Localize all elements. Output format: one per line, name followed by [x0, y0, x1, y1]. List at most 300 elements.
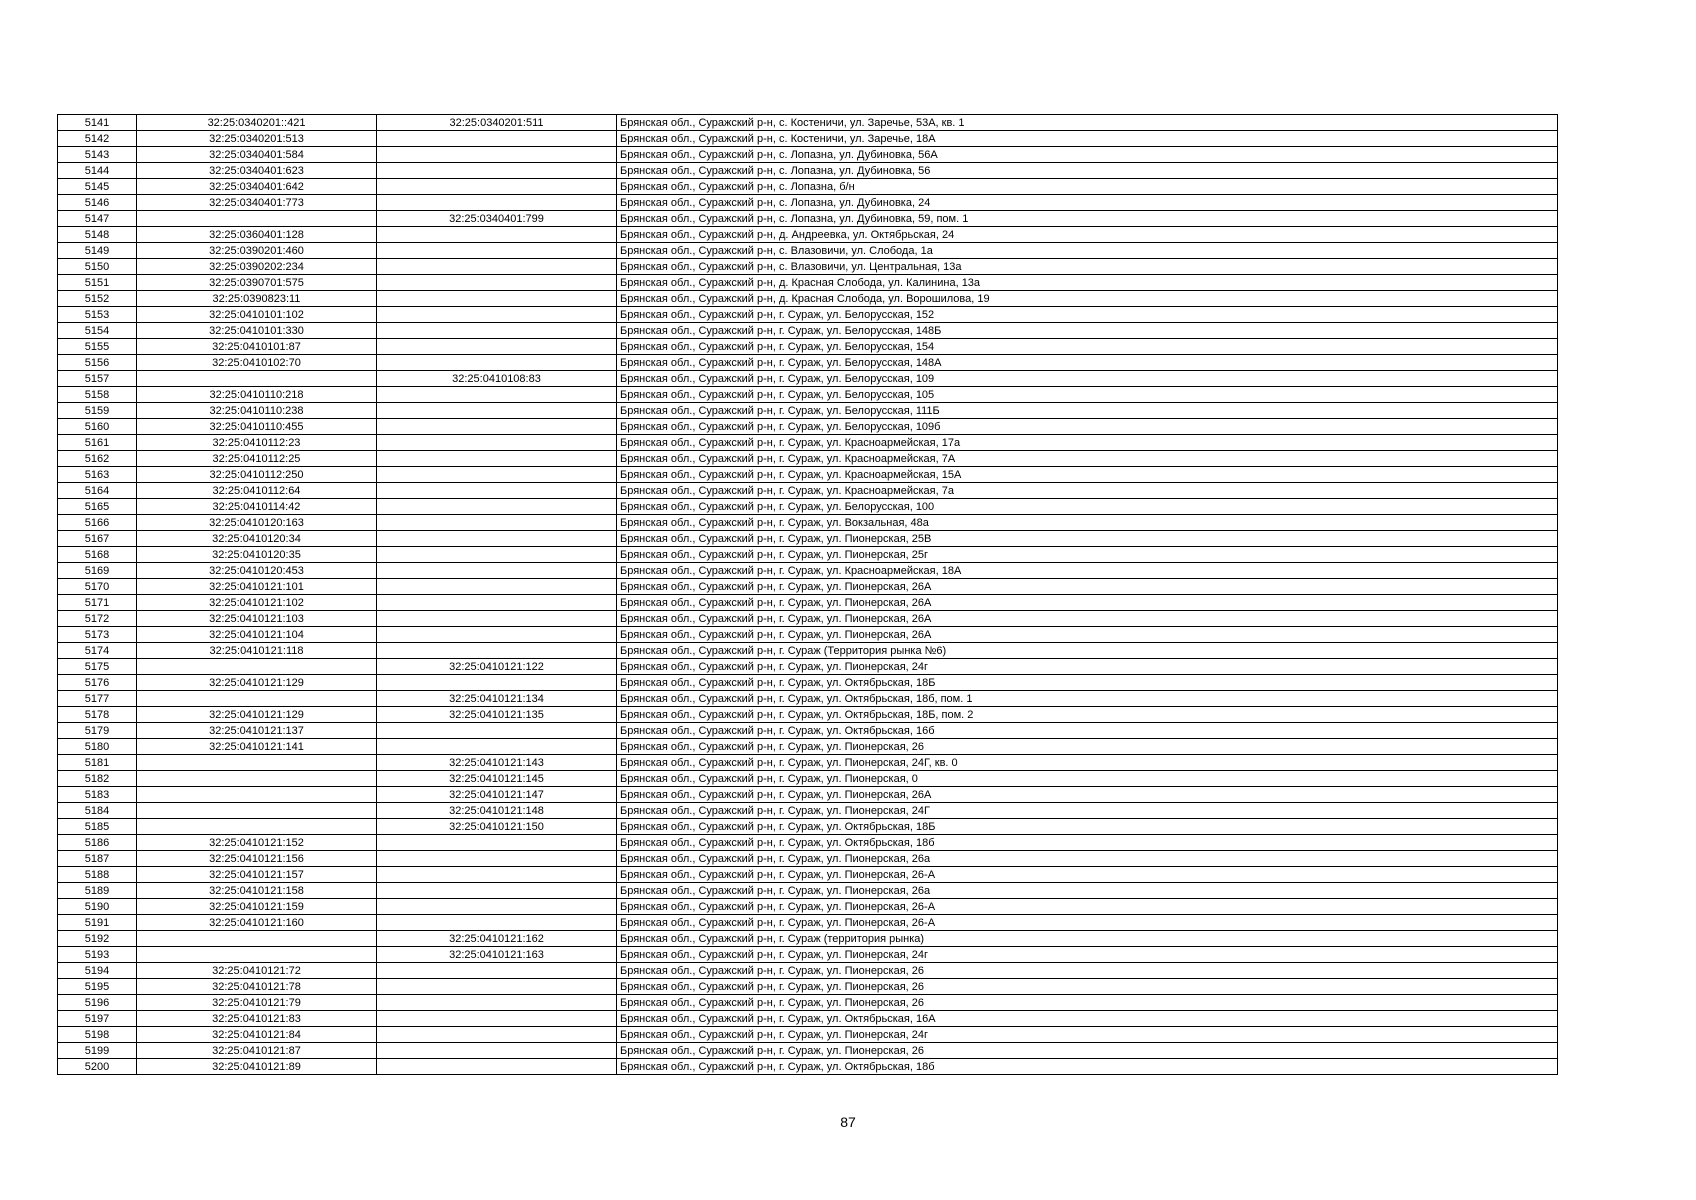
- cadastral-number-cell: 32:25:0410101:102: [137, 307, 377, 323]
- address-cell: Брянская обл., Суражский р-н, г. Сураж, ул. Пионерская, 26А: [617, 787, 1558, 803]
- cadastral-number-cell: 32:25:0410110:238: [137, 403, 377, 419]
- premises-cadastral-number-cell: [377, 531, 617, 547]
- table-row: [58, 1043, 1558, 1059]
- cadastral-number-cell: 32:25:0410121:129: [137, 707, 377, 723]
- premises-cadastral-number-cell: [377, 355, 617, 371]
- cadastral-number-cell: [137, 787, 377, 803]
- premises-cadastral-number-cell: [377, 1011, 617, 1027]
- row-number-cell: 5151: [58, 275, 137, 291]
- premises-cadastral-number-cell: [377, 1027, 617, 1043]
- table-row: [58, 291, 1558, 307]
- premises-cadastral-number-cell: [377, 1059, 617, 1075]
- row-number-cell: 5168: [58, 547, 137, 563]
- premises-cadastral-number-cell: 32:25:0410121:134: [377, 691, 617, 707]
- cadastral-number-cell: 32:25:0410114:42: [137, 499, 377, 515]
- row-number-cell: 5157: [58, 371, 137, 387]
- table-row: [58, 691, 1558, 707]
- cadastral-number-cell: [137, 819, 377, 835]
- table-row: [58, 883, 1558, 899]
- table-row: [58, 467, 1558, 483]
- table-row: [58, 147, 1558, 163]
- cadastral-number-cell: 32:25:0410121:152: [137, 835, 377, 851]
- premises-cadastral-number-cell: [377, 499, 617, 515]
- table-row: [58, 563, 1558, 579]
- premises-cadastral-number-cell: [377, 627, 617, 643]
- premises-cadastral-number-cell: [377, 963, 617, 979]
- row-number-cell: 5144: [58, 163, 137, 179]
- address-cell: Брянская обл., Суражский р-н, г. Сураж, ул. Пионерская, 26: [617, 995, 1558, 1011]
- cadastral-number-cell: 32:25:0410121:159: [137, 899, 377, 915]
- address-cell: Брянская обл., Суражский р-н, г. Сураж, ул. Пионерская, 26: [617, 963, 1558, 979]
- row-number-cell: 5187: [58, 851, 137, 867]
- premises-cadastral-number-cell: 32:25:0410121:135: [377, 707, 617, 723]
- table-row: [58, 755, 1558, 771]
- row-number-cell: 5147: [58, 211, 137, 227]
- row-number-cell: 5159: [58, 403, 137, 419]
- row-number-cell: 5189: [58, 883, 137, 899]
- address-cell: Брянская обл., Суражский р-н, с. Влазовичи, ул. Слобода, 1а: [617, 243, 1558, 259]
- cadastral-number-cell: 32:25:0410121:160: [137, 915, 377, 931]
- table-row: [58, 243, 1558, 259]
- table-row: [58, 979, 1558, 995]
- address-cell: Брянская обл., Суражский р-н, г. Сураж, ул. Пионерская, 26: [617, 1043, 1558, 1059]
- table-row: [58, 227, 1558, 243]
- premises-cadastral-number-cell: [377, 1043, 617, 1059]
- premises-cadastral-number-cell: 32:25:0410108:83: [377, 371, 617, 387]
- address-cell: Брянская обл., Суражский р-н, г. Сураж, ул. Пионерская, 25В: [617, 531, 1558, 547]
- address-cell: Брянская обл., Суражский р-н, г. Сураж, ул. Пионерская, 0: [617, 771, 1558, 787]
- row-number-cell: 5188: [58, 867, 137, 883]
- table-row: [58, 451, 1558, 467]
- table-row: [58, 739, 1558, 755]
- table-row: [58, 371, 1558, 387]
- address-cell: Брянская обл., Суражский р-н, г. Сураж, ул. Октябрьская, 18б, пом. 1: [617, 691, 1558, 707]
- table-row: [58, 723, 1558, 739]
- address-cell: Брянская обл., Суражский р-н, г. Сураж, ул. Пионерская, 24Г, кв. 0: [617, 755, 1558, 771]
- row-number-cell: 5143: [58, 147, 137, 163]
- row-number-cell: 5165: [58, 499, 137, 515]
- row-number-cell: 5166: [58, 515, 137, 531]
- row-number-cell: 5176: [58, 675, 137, 691]
- address-cell: Брянская обл., Суражский р-н, г. Сураж, ул. Пионерская, 26А: [617, 579, 1558, 595]
- row-number-cell: 5186: [58, 835, 137, 851]
- row-number-cell: 5141: [58, 115, 137, 131]
- cadastral-number-cell: 32:25:0410121:141: [137, 739, 377, 755]
- cadastral-number-cell: 32:25:0410121:89: [137, 1059, 377, 1075]
- row-number-cell: 5192: [58, 931, 137, 947]
- premises-cadastral-number-cell: [377, 675, 617, 691]
- address-cell: Брянская обл., Суражский р-н, д. Андреевка, ул. Октябрьская, 24: [617, 227, 1558, 243]
- premises-cadastral-number-cell: [377, 387, 617, 403]
- cadastral-number-cell: 32:25:0410121:118: [137, 643, 377, 659]
- premises-cadastral-number-cell: [377, 419, 617, 435]
- cadastral-number-cell: 32:25:0410121:87: [137, 1043, 377, 1059]
- premises-cadastral-number-cell: [377, 995, 617, 1011]
- premises-cadastral-number-cell: [377, 899, 617, 915]
- table-row: [58, 1011, 1558, 1027]
- address-cell: Брянская обл., Суражский р-н, с. Костеничи, ул. Заречье, 53А, кв. 1: [617, 115, 1558, 131]
- table-row: [58, 899, 1558, 915]
- premises-cadastral-number-cell: [377, 835, 617, 851]
- table-row: [58, 163, 1558, 179]
- cadastral-number-cell: 32:25:0410101:87: [137, 339, 377, 355]
- address-cell: Брянская обл., Суражский р-н, г. Сураж, ул. Октябрьская, 16б: [617, 723, 1558, 739]
- cadastral-number-cell: 32:25:0410121:158: [137, 883, 377, 899]
- table-row: [58, 995, 1558, 1011]
- premises-cadastral-number-cell: [377, 179, 617, 195]
- cadastral-number-cell: 32:25:0410102:70: [137, 355, 377, 371]
- table-row: [58, 547, 1558, 563]
- address-cell: Брянская обл., Суражский р-н, г. Сураж, ул. Пионерская, 26-А: [617, 899, 1558, 915]
- table-row: [58, 1059, 1558, 1075]
- premises-cadastral-number-cell: [377, 243, 617, 259]
- row-number-cell: 5155: [58, 339, 137, 355]
- table-row: [58, 483, 1558, 499]
- address-cell: Брянская обл., Суражский р-н, с. Влазовичи, ул. Центральная, 13а: [617, 259, 1558, 275]
- premises-cadastral-number-cell: [377, 467, 617, 483]
- row-number-cell: 5153: [58, 307, 137, 323]
- cadastral-number-cell: [137, 211, 377, 227]
- cadastral-number-cell: [137, 771, 377, 787]
- cadastral-number-cell: 32:25:0340401:773: [137, 195, 377, 211]
- table-row: [58, 803, 1558, 819]
- cadastral-number-cell: 32:25:0410121:103: [137, 611, 377, 627]
- cadastral-number-cell: 32:25:0390201:460: [137, 243, 377, 259]
- premises-cadastral-number-cell: [377, 403, 617, 419]
- row-number-cell: 5197: [58, 1011, 137, 1027]
- table-row: [58, 611, 1558, 627]
- cadastral-number-cell: [137, 931, 377, 947]
- premises-cadastral-number-cell: [377, 275, 617, 291]
- table-row: [58, 531, 1558, 547]
- premises-cadastral-number-cell: 32:25:0340201:511: [377, 115, 617, 131]
- table-row: [58, 579, 1558, 595]
- address-cell: Брянская обл., Суражский р-н, г. Сураж, ул. Пионерская, 25г: [617, 547, 1558, 563]
- cadastral-number-cell: 32:25:0410112:64: [137, 483, 377, 499]
- address-cell: Брянская обл., Суражский р-н, с. Лопазна, ул. Дубиновка, 56А: [617, 147, 1558, 163]
- row-number-cell: 5150: [58, 259, 137, 275]
- table-row: [58, 131, 1558, 147]
- row-number-cell: 5170: [58, 579, 137, 595]
- premises-cadastral-number-cell: 32:25:0410121:122: [377, 659, 617, 675]
- register-table: [57, 114, 1558, 1075]
- table-row: [58, 771, 1558, 787]
- premises-cadastral-number-cell: 32:25:0410121:147: [377, 787, 617, 803]
- cadastral-number-cell: 32:25:0410120:34: [137, 531, 377, 547]
- premises-cadastral-number-cell: [377, 547, 617, 563]
- cadastral-number-cell: 32:25:0390823:11: [137, 291, 377, 307]
- cadastral-number-cell: 32:25:0390202:234: [137, 259, 377, 275]
- address-cell: Брянская обл., Суражский р-н, г. Сураж, ул. Пионерская, 26-А: [617, 867, 1558, 883]
- table-row: [58, 275, 1558, 291]
- cadastral-number-cell: 32:25:0390701:575: [137, 275, 377, 291]
- address-cell: Брянская обл., Суражский р-н, с. Лопазна, ул. Дубиновка, 59, пом. 1: [617, 211, 1558, 227]
- premises-cadastral-number-cell: [377, 259, 617, 275]
- address-cell: Брянская обл., Суражский р-н, г. Сураж, ул. Белорусская, 154: [617, 339, 1558, 355]
- cadastral-number-cell: 32:25:0410112:23: [137, 435, 377, 451]
- cadastral-number-cell: 32:25:0410120:35: [137, 547, 377, 563]
- premises-cadastral-number-cell: 32:25:0410121:162: [377, 931, 617, 947]
- row-number-cell: 5177: [58, 691, 137, 707]
- premises-cadastral-number-cell: 32:25:0410121:145: [377, 771, 617, 787]
- premises-cadastral-number-cell: [377, 883, 617, 899]
- row-number-cell: 5195: [58, 979, 137, 995]
- table-row: [58, 323, 1558, 339]
- row-number-cell: 5148: [58, 227, 137, 243]
- address-cell: Брянская обл., Суражский р-н, г. Сураж, ул. Пионерская, 24г: [617, 659, 1558, 675]
- premises-cadastral-number-cell: 32:25:0340401:799: [377, 211, 617, 227]
- premises-cadastral-number-cell: [377, 435, 617, 451]
- cadastral-number-cell: 32:25:0410101:330: [137, 323, 377, 339]
- premises-cadastral-number-cell: [377, 323, 617, 339]
- row-number-cell: 5154: [58, 323, 137, 339]
- row-number-cell: 5146: [58, 195, 137, 211]
- address-cell: Брянская обл., Суражский р-н, г. Сураж, ул. Белорусская, 109: [617, 371, 1558, 387]
- cadastral-number-cell: [137, 659, 377, 675]
- table-row: [58, 419, 1558, 435]
- row-number-cell: 5185: [58, 819, 137, 835]
- premises-cadastral-number-cell: [377, 979, 617, 995]
- table-row: [58, 627, 1558, 643]
- address-cell: Брянская обл., Суражский р-н, с. Лопазна, ул. Дубиновка, 56: [617, 163, 1558, 179]
- row-number-cell: 5164: [58, 483, 137, 499]
- row-number-cell: 5152: [58, 291, 137, 307]
- row-number-cell: 5171: [58, 595, 137, 611]
- address-cell: Брянская обл., Суражский р-н, г. Сураж, ул. Белорусская, 148А: [617, 355, 1558, 371]
- premises-cadastral-number-cell: [377, 147, 617, 163]
- address-cell: Брянская обл., Суражский р-н, г. Сураж, ул. Белорусская, 148Б: [617, 323, 1558, 339]
- premises-cadastral-number-cell: [377, 515, 617, 531]
- row-number-cell: 5158: [58, 387, 137, 403]
- address-cell: Брянская обл., Суражский р-н, с. Костеничи, ул. Заречье, 18А: [617, 131, 1558, 147]
- table-row: [58, 915, 1558, 931]
- row-number-cell: 5173: [58, 627, 137, 643]
- register-table-body: [58, 115, 1558, 1075]
- row-number-cell: 5156: [58, 355, 137, 371]
- cadastral-number-cell: 32:25:0340401:584: [137, 147, 377, 163]
- table-row: [58, 339, 1558, 355]
- page-number: 87: [840, 1114, 856, 1130]
- row-number-cell: 5142: [58, 131, 137, 147]
- row-number-cell: 5193: [58, 947, 137, 963]
- address-cell: Брянская обл., Суражский р-н, г. Сураж, ул. Октябрьская, 18б: [617, 1059, 1558, 1075]
- row-number-cell: 5198: [58, 1027, 137, 1043]
- address-cell: Брянская обл., Суражский р-н, г. Сураж, ул. Красноармейская, 7А: [617, 451, 1558, 467]
- cadastral-number-cell: 32:25:0410121:79: [137, 995, 377, 1011]
- cadastral-number-cell: 32:25:0340201:513: [137, 131, 377, 147]
- row-number-cell: 5145: [58, 179, 137, 195]
- address-cell: Брянская обл., Суражский р-н, г. Сураж, ул. Пионерская, 24г: [617, 947, 1558, 963]
- row-number-cell: 5169: [58, 563, 137, 579]
- premises-cadastral-number-cell: 32:25:0410121:148: [377, 803, 617, 819]
- premises-cadastral-number-cell: [377, 611, 617, 627]
- table-row: [58, 1027, 1558, 1043]
- premises-cadastral-number-cell: [377, 131, 617, 147]
- row-number-cell: 5180: [58, 739, 137, 755]
- premises-cadastral-number-cell: [377, 739, 617, 755]
- address-cell: Брянская обл., Суражский р-н, г. Сураж (территория рынка): [617, 931, 1558, 947]
- row-number-cell: 5175: [58, 659, 137, 675]
- cadastral-number-cell: 32:25:0410110:218: [137, 387, 377, 403]
- premises-cadastral-number-cell: [377, 483, 617, 499]
- table-row: [58, 643, 1558, 659]
- address-cell: Брянская обл., Суражский р-н, г. Сураж, ул. Белорусская, 111Б: [617, 403, 1558, 419]
- row-number-cell: 5196: [58, 995, 137, 1011]
- cadastral-number-cell: [137, 691, 377, 707]
- premises-cadastral-number-cell: [377, 563, 617, 579]
- row-number-cell: 5174: [58, 643, 137, 659]
- table-row: [58, 675, 1558, 691]
- table-row: [58, 515, 1558, 531]
- table-row: [58, 307, 1558, 323]
- premises-cadastral-number-cell: [377, 163, 617, 179]
- address-cell: Брянская обл., Суражский р-н, г. Сураж, ул. Красноармейская, 7а: [617, 483, 1558, 499]
- cadastral-number-cell: 32:25:0410110:455: [137, 419, 377, 435]
- row-number-cell: 5181: [58, 755, 137, 771]
- address-cell: Брянская обл., Суражский р-н, г. Сураж, ул. Октябрьская, 18Б: [617, 819, 1558, 835]
- address-cell: Брянская обл., Суражский р-н, г. Сураж, ул. Белорусская, 152: [617, 307, 1558, 323]
- table-row: [58, 819, 1558, 835]
- cadastral-number-cell: [137, 755, 377, 771]
- address-cell: Брянская обл., Суражский р-н, г. Сураж, ул. Красноармейская, 17а: [617, 435, 1558, 451]
- address-cell: Брянская обл., Суражский р-н, г. Сураж, ул. Октябрьская, 18б: [617, 835, 1558, 851]
- address-cell: Брянская обл., Суражский р-н, г. Сураж, ул. Белорусская, 105: [617, 387, 1558, 403]
- row-number-cell: 5162: [58, 451, 137, 467]
- row-number-cell: 5190: [58, 899, 137, 915]
- premises-cadastral-number-cell: [377, 643, 617, 659]
- cadastral-number-cell: 32:25:0340401:642: [137, 179, 377, 195]
- cadastral-number-cell: [137, 947, 377, 963]
- row-number-cell: 5172: [58, 611, 137, 627]
- address-cell: Брянская обл., Суражский р-н, г. Сураж, ул. Пионерская, 26А: [617, 627, 1558, 643]
- row-number-cell: 5184: [58, 803, 137, 819]
- premises-cadastral-number-cell: [377, 723, 617, 739]
- table-row: [58, 211, 1558, 227]
- address-cell: Брянская обл., Суражский р-н, г. Сураж, ул. Пионерская, 24г: [617, 1027, 1558, 1043]
- cadastral-number-cell: 32:25:0410121:137: [137, 723, 377, 739]
- table-row: [58, 387, 1558, 403]
- premises-cadastral-number-cell: [377, 195, 617, 211]
- address-cell: Брянская обл., Суражский р-н, г. Сураж, ул. Пионерская, 26-А: [617, 915, 1558, 931]
- address-cell: Брянская обл., Суражский р-н, г. Сураж, ул. Октябрьская, 18Б, пом. 2: [617, 707, 1558, 723]
- table-row: [58, 259, 1558, 275]
- premises-cadastral-number-cell: [377, 307, 617, 323]
- cadastral-number-cell: 32:25:0410121:72: [137, 963, 377, 979]
- row-number-cell: 5163: [58, 467, 137, 483]
- premises-cadastral-number-cell: 32:25:0410121:150: [377, 819, 617, 835]
- premises-cadastral-number-cell: 32:25:0410121:143: [377, 755, 617, 771]
- address-cell: Брянская обл., Суражский р-н, г. Сураж, ул. Пионерская, 26А: [617, 595, 1558, 611]
- premises-cadastral-number-cell: [377, 451, 617, 467]
- table-row: [58, 851, 1558, 867]
- cadastral-number-cell: 32:25:0410121:102: [137, 595, 377, 611]
- premises-cadastral-number-cell: [377, 851, 617, 867]
- premises-cadastral-number-cell: [377, 291, 617, 307]
- premises-cadastral-number-cell: [377, 579, 617, 595]
- address-cell: Брянская обл., Суражский р-н, г. Сураж, ул. Пионерская, 26: [617, 979, 1558, 995]
- cadastral-number-cell: 32:25:0410121:157: [137, 867, 377, 883]
- row-number-cell: 5183: [58, 787, 137, 803]
- row-number-cell: 5182: [58, 771, 137, 787]
- table-row: [58, 595, 1558, 611]
- table-row: [58, 435, 1558, 451]
- row-number-cell: 5161: [58, 435, 137, 451]
- address-cell: Брянская обл., Суражский р-н, г. Сураж, ул. Белорусская, 100: [617, 499, 1558, 515]
- cadastral-number-cell: 32:25:0410121:78: [137, 979, 377, 995]
- cadastral-number-cell: 32:25:0410121:156: [137, 851, 377, 867]
- row-number-cell: 5149: [58, 243, 137, 259]
- address-cell: Брянская обл., Суражский р-н, г. Сураж, ул. Красноармейская, 15А: [617, 467, 1558, 483]
- table-row: [58, 707, 1558, 723]
- cadastral-number-cell: 32:25:0410121:104: [137, 627, 377, 643]
- premises-cadastral-number-cell: [377, 915, 617, 931]
- table-row: [58, 179, 1558, 195]
- address-cell: Брянская обл., Суражский р-н, с. Лопазна, б/н: [617, 179, 1558, 195]
- address-cell: Брянская обл., Суражский р-н, г. Сураж, ул. Вокзальная, 48а: [617, 515, 1558, 531]
- address-cell: Брянская обл., Суражский р-н, д. Красная Слобода, ул. Калинина, 13а: [617, 275, 1558, 291]
- address-cell: Брянская обл., Суражский р-н, с. Лопазна, ул. Дубиновка, 24: [617, 195, 1558, 211]
- cadastral-number-cell: 32:25:0410121:101: [137, 579, 377, 595]
- row-number-cell: 5191: [58, 915, 137, 931]
- premises-cadastral-number-cell: 32:25:0410121:163: [377, 947, 617, 963]
- cadastral-number-cell: 32:25:0410121:84: [137, 1027, 377, 1043]
- address-cell: Брянская обл., Суражский р-н, г. Сураж, ул. Белорусская, 109б: [617, 419, 1558, 435]
- address-cell: Брянская обл., Суражский р-н, г. Сураж, ул. Пионерская, 24Г: [617, 803, 1558, 819]
- table-row: [58, 195, 1558, 211]
- table-row: [58, 787, 1558, 803]
- address-cell: Брянская обл., Суражский р-н, г. Сураж, ул. Октябрьская, 18Б: [617, 675, 1558, 691]
- cadastral-number-cell: 32:25:0410120:453: [137, 563, 377, 579]
- address-cell: Брянская обл., Суражский р-н, г. Сураж, ул. Красноармейская, 18А: [617, 563, 1558, 579]
- row-number-cell: 5194: [58, 963, 137, 979]
- table-row: [58, 403, 1558, 419]
- premises-cadastral-number-cell: [377, 227, 617, 243]
- address-cell: Брянская обл., Суражский р-н, д. Красная Слобода, ул. Ворошилова, 19: [617, 291, 1558, 307]
- table-row: [58, 659, 1558, 675]
- table-row: [58, 931, 1558, 947]
- row-number-cell: 5200: [58, 1059, 137, 1075]
- table-row: [58, 499, 1558, 515]
- row-number-cell: 5160: [58, 419, 137, 435]
- cadastral-number-cell: 32:25:0340401:623: [137, 163, 377, 179]
- address-cell: Брянская обл., Суражский р-н, г. Сураж (Территория рынка №6): [617, 643, 1558, 659]
- premises-cadastral-number-cell: [377, 867, 617, 883]
- cadastral-number-cell: 32:25:0410120:163: [137, 515, 377, 531]
- cadastral-number-cell: [137, 371, 377, 387]
- address-cell: Брянская обл., Суражский р-н, г. Сураж, ул. Пионерская, 26а: [617, 883, 1558, 899]
- table-row: [58, 867, 1558, 883]
- premises-cadastral-number-cell: [377, 339, 617, 355]
- table-row: [58, 355, 1558, 371]
- row-number-cell: 5199: [58, 1043, 137, 1059]
- cadastral-number-cell: 32:25:0410121:83: [137, 1011, 377, 1027]
- table-row: [58, 835, 1558, 851]
- row-number-cell: 5178: [58, 707, 137, 723]
- cadastral-number-cell: 32:25:0410112:25: [137, 451, 377, 467]
- cadastral-number-cell: [137, 803, 377, 819]
- table-row: [58, 115, 1558, 131]
- cadastral-number-cell: 32:25:0360401:128: [137, 227, 377, 243]
- cadastral-number-cell: 32:25:0410112:250: [137, 467, 377, 483]
- address-cell: Брянская обл., Суражский р-н, г. Сураж, ул. Пионерская, 26: [617, 739, 1558, 755]
- premises-cadastral-number-cell: [377, 595, 617, 611]
- table-row: [58, 963, 1558, 979]
- address-cell: Брянская обл., Суражский р-н, г. Сураж, ул. Пионерская, 26А: [617, 611, 1558, 627]
- cadastral-number-cell: 32:25:0410121:129: [137, 675, 377, 691]
- table-row: [58, 947, 1558, 963]
- row-number-cell: 5167: [58, 531, 137, 547]
- address-cell: Брянская обл., Суражский р-н, г. Сураж, ул. Пионерская, 26а: [617, 851, 1558, 867]
